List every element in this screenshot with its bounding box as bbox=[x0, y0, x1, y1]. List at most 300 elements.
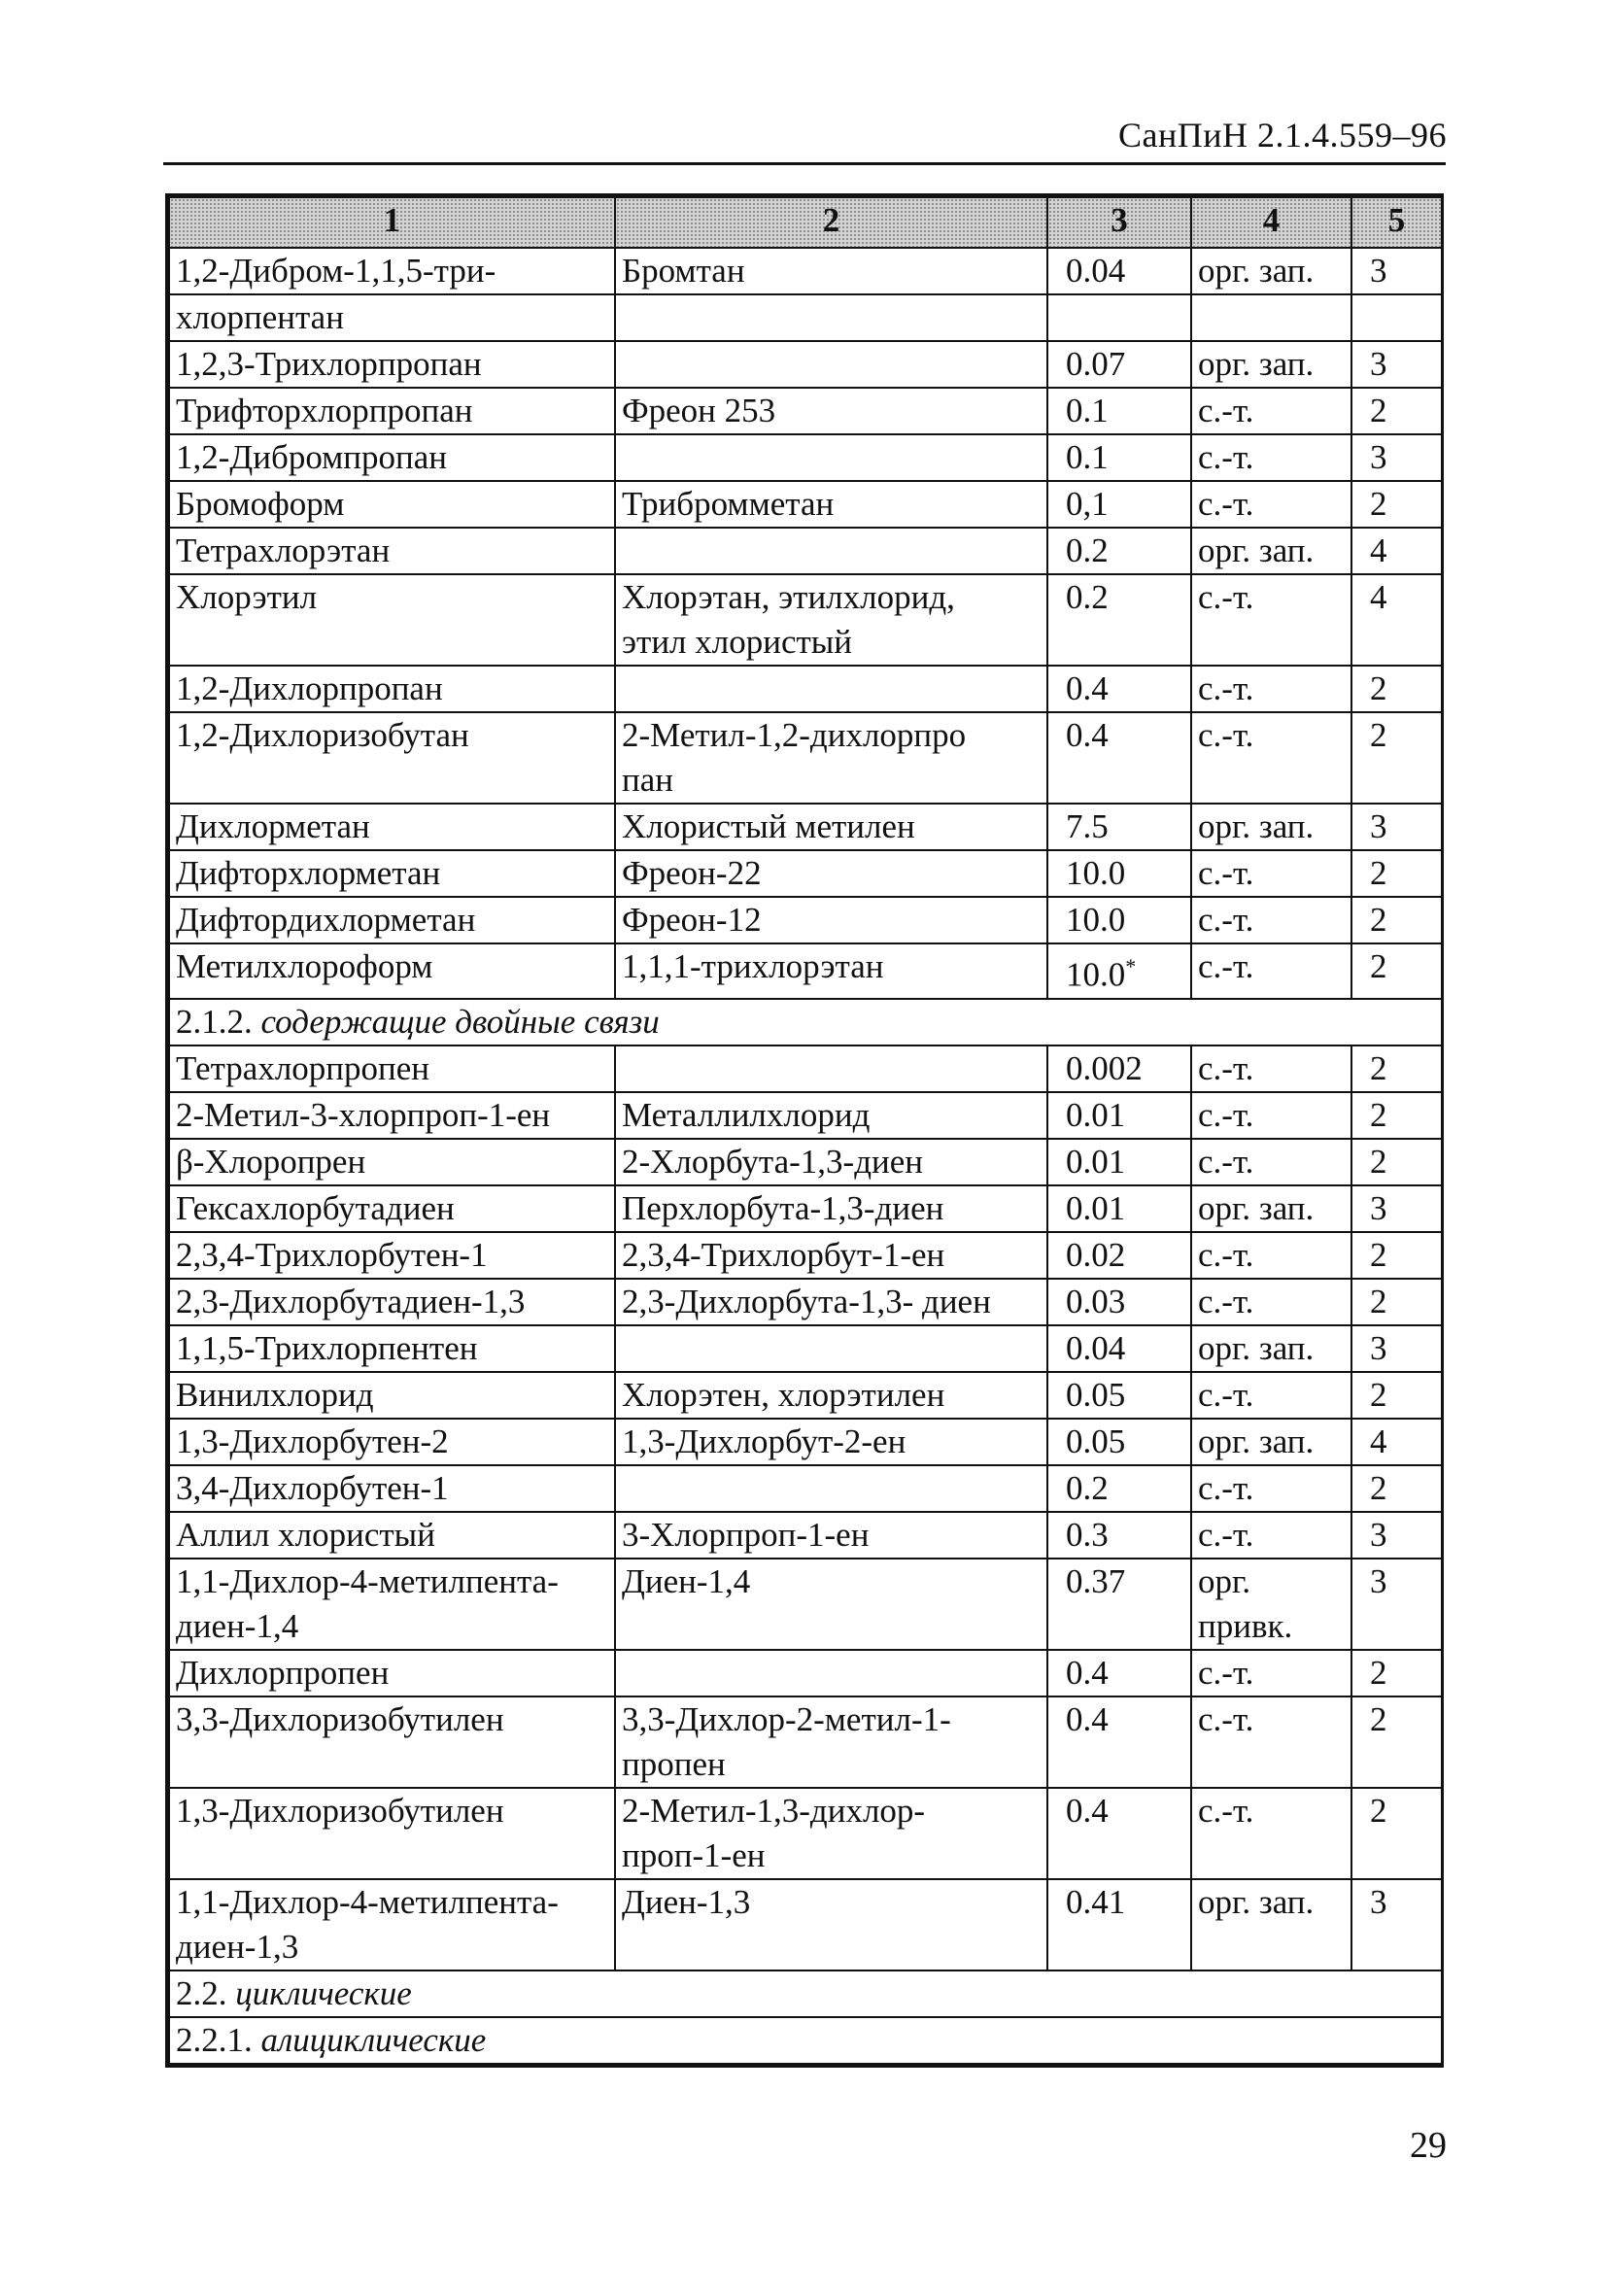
standard-value-cell bbox=[1047, 1465, 1191, 1512]
hazard-sign-cell bbox=[1191, 804, 1351, 850]
synonym: Фреон-22 bbox=[622, 854, 762, 892]
hazard-sign: орг. зап. bbox=[1198, 531, 1315, 569]
synonym-cell bbox=[615, 528, 1047, 574]
synonym-cell bbox=[615, 388, 1047, 434]
hazard-sign: с.-т. bbox=[1198, 438, 1254, 476]
hazard-class-cell bbox=[1351, 666, 1442, 712]
standard-value: 0.07 bbox=[1066, 345, 1126, 383]
standard-value-cell bbox=[1047, 1650, 1191, 1696]
hazard-class: 2 bbox=[1370, 392, 1387, 429]
hazard-class: 3 bbox=[1370, 345, 1387, 383]
substance-name: Гексахлорбутадиен bbox=[176, 1188, 455, 1227]
hazard-sign: с.-т. bbox=[1198, 1375, 1254, 1414]
substance-name-cell bbox=[169, 1559, 615, 1650]
hazard-sign-cell bbox=[1191, 1045, 1351, 1092]
hazard-class-cell bbox=[1351, 1650, 1442, 1696]
hazard-class-cell bbox=[1351, 712, 1442, 804]
synonym-cell bbox=[615, 248, 1047, 294]
table-row bbox=[169, 850, 1442, 897]
hazard-class: 3 bbox=[1370, 1882, 1387, 1921]
table-header bbox=[169, 197, 1442, 248]
hazard-class-cell bbox=[1351, 1559, 1442, 1650]
substance-name: 1,1-Дихлор-4-метилпента- bbox=[176, 1882, 559, 1921]
standard-value: 0.4 bbox=[1066, 669, 1109, 707]
synonym-cell bbox=[615, 1325, 1047, 1372]
hazard-sign-cell bbox=[1191, 1092, 1351, 1139]
standard-value: 0.05 bbox=[1066, 1422, 1126, 1460]
hazard-class: 2 bbox=[1370, 1048, 1387, 1087]
synonym-continued: этил хлористый bbox=[622, 623, 853, 661]
synonym-cell bbox=[615, 1185, 1047, 1232]
hazard-class-cell bbox=[1351, 388, 1442, 434]
substance-name-cell bbox=[169, 1788, 615, 1879]
hazard-class-cell bbox=[1351, 1185, 1442, 1232]
hazard-class: 2 bbox=[1370, 1282, 1387, 1320]
standard-value: 10.0 bbox=[1066, 854, 1126, 892]
synonym: 3,3-Дихлор-2-метил-1- bbox=[622, 1699, 951, 1738]
substance-name: 1,1-Дихлор-4-метилпента- bbox=[176, 1561, 559, 1600]
standard-value-cell bbox=[1047, 1419, 1191, 1465]
table-row bbox=[169, 1879, 1442, 1970]
hazard-class-cell bbox=[1351, 1696, 1442, 1788]
standard-value-cell bbox=[1047, 528, 1191, 574]
table-row bbox=[169, 1512, 1442, 1559]
substance-name-cell bbox=[169, 1185, 615, 1232]
hazard-class: 3 bbox=[1370, 1561, 1387, 1600]
standard-value: 0.05 bbox=[1066, 1375, 1126, 1414]
table-row bbox=[169, 481, 1442, 528]
hazard-class: 3 bbox=[1370, 438, 1387, 476]
table-row bbox=[169, 1185, 1442, 1232]
substance-name-cell bbox=[169, 1650, 615, 1696]
standard-value: 0.002 bbox=[1066, 1048, 1143, 1087]
synonym-cell bbox=[615, 1279, 1047, 1325]
hazard-sign-cell bbox=[1191, 574, 1351, 666]
standard-value: 0.03 bbox=[1066, 1282, 1126, 1320]
hazard-class: 3 bbox=[1370, 1515, 1387, 1554]
synonym: Диен-1,3 bbox=[622, 1882, 751, 1921]
table-row bbox=[169, 434, 1442, 481]
hazard-class: 2 bbox=[1370, 716, 1387, 754]
substance-name: 1,2-Дибром-1,1,5-три- bbox=[176, 252, 496, 290]
hazard-sign: с.-т. bbox=[1198, 1515, 1254, 1554]
standard-value: 0.2 bbox=[1066, 578, 1109, 616]
hazard-class: 2 bbox=[1370, 669, 1387, 707]
standard-value-cell bbox=[1047, 666, 1191, 712]
hazard-sign-cell bbox=[1191, 666, 1351, 712]
hazard-sign: с.-т. bbox=[1198, 1468, 1254, 1507]
hazard-sign-cell bbox=[1191, 1879, 1351, 1970]
section-number: 2.2. bbox=[176, 1973, 227, 2012]
hazard-sign: с.-т. bbox=[1198, 1699, 1254, 1738]
hazard-class: 2 bbox=[1370, 485, 1387, 523]
standard-value-cell bbox=[1047, 388, 1191, 434]
hazard-sign: с.-т. bbox=[1198, 578, 1254, 616]
synonym-cell bbox=[615, 294, 1047, 341]
hazard-class: 4 bbox=[1370, 1422, 1387, 1460]
substance-name: 1,3-Дихлорбутен-2 bbox=[176, 1422, 449, 1460]
section-heading bbox=[169, 1970, 1442, 2017]
table-row bbox=[169, 1559, 1442, 1650]
hazard-class-cell bbox=[1351, 1092, 1442, 1139]
hazard-sign-cell bbox=[1191, 1325, 1351, 1372]
hazard-class-cell bbox=[1351, 1419, 1442, 1465]
table-row bbox=[169, 528, 1442, 574]
substance-name-cell bbox=[169, 1092, 615, 1139]
substance-name-cell bbox=[169, 666, 615, 712]
hazard-class-cell bbox=[1351, 1139, 1442, 1185]
synonym: Металлилхлорид bbox=[622, 1095, 871, 1134]
substance-name: β-Хлоропрен bbox=[176, 1142, 366, 1181]
hazard-sign: орг. зап. bbox=[1198, 1328, 1315, 1367]
footnote-mark: * bbox=[1125, 954, 1137, 978]
synonym: 2,3-Дихлорбута-1,3- диен bbox=[622, 1282, 991, 1320]
substance-name-cell bbox=[169, 1139, 615, 1185]
hazard-class: 2 bbox=[1370, 1095, 1387, 1134]
standard-value: 0,1 bbox=[1066, 485, 1109, 523]
hazard-class-cell bbox=[1351, 1879, 1442, 1970]
section-title: содержащие двойные связи bbox=[260, 1002, 660, 1041]
hazard-class-cell bbox=[1351, 943, 1442, 999]
hazard-sign: орг. зап. bbox=[1198, 1882, 1315, 1921]
standard-value-cell bbox=[1047, 481, 1191, 528]
table-row bbox=[169, 1092, 1442, 1139]
standard-value: 0.04 bbox=[1066, 252, 1126, 290]
section-row bbox=[169, 2017, 1442, 2064]
hazard-sign: с.-т. bbox=[1198, 392, 1254, 429]
standard-value: 0.2 bbox=[1066, 1468, 1109, 1507]
hazard-class-cell bbox=[1351, 528, 1442, 574]
substance-name: 3,4-Дихлорбутен-1 bbox=[176, 1468, 449, 1507]
standard-value-cell bbox=[1047, 341, 1191, 388]
hazard-sign: орг. зап. bbox=[1198, 807, 1315, 845]
hazard-sign: с.-т. bbox=[1198, 1142, 1254, 1181]
table-row bbox=[169, 1279, 1442, 1325]
column-header: 4 bbox=[1191, 197, 1351, 248]
synonym: 1,3-Дихлорбут-2-ен bbox=[622, 1422, 906, 1460]
standard-value-cell bbox=[1047, 1232, 1191, 1279]
section-row bbox=[169, 999, 1442, 1045]
substance-name-cell bbox=[169, 1465, 615, 1512]
synonym-cell bbox=[615, 1650, 1047, 1696]
synonym-cell bbox=[615, 1465, 1047, 1512]
hazard-sign-cell bbox=[1191, 1696, 1351, 1788]
document-code: СанПиН 2.1.4.559–96 bbox=[1117, 116, 1447, 154]
hazard-class-cell bbox=[1351, 1512, 1442, 1559]
standard-value-cell bbox=[1047, 1696, 1191, 1788]
substance-name-cell bbox=[169, 388, 615, 434]
substance-name-cell bbox=[169, 294, 615, 341]
hazard-class: 2 bbox=[1370, 1791, 1387, 1830]
standard-value: 0.2 bbox=[1066, 531, 1109, 569]
synonym: Бромтан bbox=[622, 252, 745, 290]
hazard-class-cell bbox=[1351, 1372, 1442, 1419]
substance-name-cell bbox=[169, 804, 615, 850]
substance-name: Бромоформ bbox=[176, 485, 345, 523]
substance-name: 1,2-Дихлоризобутан bbox=[176, 716, 469, 754]
substance-name: 1,2-Дибромпропан bbox=[176, 438, 448, 476]
synonym: Фреон-12 bbox=[622, 901, 762, 939]
table-row bbox=[169, 574, 1442, 666]
table-row bbox=[169, 294, 1442, 341]
synonym-continued: проп-1-ен bbox=[622, 1835, 766, 1874]
column-header: 2 bbox=[615, 197, 1047, 248]
hazard-sign-cell bbox=[1191, 528, 1351, 574]
hazard-class-cell bbox=[1351, 481, 1442, 528]
substance-name: Винилхлорид bbox=[176, 1375, 374, 1414]
hazard-class: 3 bbox=[1370, 1188, 1387, 1227]
substance-name: Тетрахлорпропен bbox=[176, 1048, 430, 1087]
hazard-class-cell bbox=[1351, 897, 1442, 943]
table-row bbox=[169, 1232, 1442, 1279]
substance-name-cell bbox=[169, 1419, 615, 1465]
substance-name-continued: диен-1,3 bbox=[176, 1927, 299, 1966]
substance-name-cell bbox=[169, 1372, 615, 1419]
hazard-sign: орг. зап. bbox=[1198, 1188, 1315, 1227]
section-title: циклические bbox=[235, 1973, 412, 2012]
section-heading bbox=[169, 999, 1442, 1045]
standard-value-cell bbox=[1047, 897, 1191, 943]
substance-name-cell bbox=[169, 528, 615, 574]
table-row bbox=[169, 341, 1442, 388]
table-row bbox=[169, 712, 1442, 804]
hazard-sign-cell bbox=[1191, 943, 1351, 999]
hazard-class-cell bbox=[1351, 1045, 1442, 1092]
synonym-cell bbox=[615, 1696, 1047, 1788]
table-row bbox=[169, 804, 1442, 850]
synonym-cell bbox=[615, 434, 1047, 481]
hazard-sign-cell bbox=[1191, 1185, 1351, 1232]
substance-name-cell bbox=[169, 1512, 615, 1559]
synonym: Хлорэтан, этилхлорид, bbox=[622, 578, 955, 616]
hazard-class-cell bbox=[1351, 1279, 1442, 1325]
hazard-class: 3 bbox=[1370, 1328, 1387, 1367]
column-header: 5 bbox=[1351, 197, 1442, 248]
substance-name-cell bbox=[169, 1045, 615, 1092]
standard-value-cell bbox=[1047, 294, 1191, 341]
standard-value: 0.01 bbox=[1066, 1142, 1126, 1181]
substance-name-cell bbox=[169, 1279, 615, 1325]
column-header: 3 bbox=[1047, 197, 1191, 248]
table-row bbox=[169, 666, 1442, 712]
hazard-sign-cell bbox=[1191, 1139, 1351, 1185]
hazard-sign-cell bbox=[1191, 1512, 1351, 1559]
hazard-sign: с.-т. bbox=[1198, 1095, 1254, 1134]
substance-name: Тетрахлорэтан bbox=[176, 531, 391, 569]
hazard-class-cell bbox=[1351, 804, 1442, 850]
hazard-class: 3 bbox=[1370, 807, 1387, 845]
table-row bbox=[169, 388, 1442, 434]
synonym-cell bbox=[615, 1045, 1047, 1092]
hazard-sign: с.-т. bbox=[1198, 947, 1254, 985]
standard-value-cell bbox=[1047, 1092, 1191, 1139]
substance-name: Дифторхлорметан bbox=[176, 854, 441, 892]
synonym-cell bbox=[615, 943, 1047, 999]
synonym: Трибромметан bbox=[622, 485, 835, 523]
column-header: 1 bbox=[169, 197, 615, 248]
synonym-cell bbox=[615, 804, 1047, 850]
section-row bbox=[169, 1970, 1442, 2017]
substance-name-cell bbox=[169, 850, 615, 897]
substance-name: 1,3-Дихлоризобутилен bbox=[176, 1791, 504, 1830]
substance-name-cell bbox=[169, 897, 615, 943]
substance-name-cell bbox=[169, 574, 615, 666]
substance-name: 2,3,4-Трихлорбутен-1 bbox=[176, 1235, 488, 1274]
hazard-class-cell bbox=[1351, 1232, 1442, 1279]
hazard-sign-cell bbox=[1191, 481, 1351, 528]
standard-value: 10.0 bbox=[1066, 901, 1126, 939]
synonym-cell bbox=[615, 850, 1047, 897]
substance-name-cell bbox=[169, 434, 615, 481]
hazard-sign-cell bbox=[1191, 434, 1351, 481]
hazard-sign-cell bbox=[1191, 712, 1351, 804]
section-number: 2.2.1. bbox=[176, 2020, 253, 2059]
standard-value: 0.4 bbox=[1066, 716, 1109, 754]
standard-value-cell bbox=[1047, 1788, 1191, 1879]
hazard-class-cell bbox=[1351, 248, 1442, 294]
synonym-cell bbox=[615, 481, 1047, 528]
hazard-sign-cell bbox=[1191, 897, 1351, 943]
substance-name: 1,2-Дихлорпропан bbox=[176, 669, 443, 707]
hazard-class: 2 bbox=[1370, 1699, 1387, 1738]
substances-table bbox=[165, 193, 1444, 2068]
standard-value: 0.4 bbox=[1066, 1653, 1109, 1692]
synonym-cell bbox=[615, 1512, 1047, 1559]
hazard-sign-cell bbox=[1191, 1232, 1351, 1279]
standard-value-cell bbox=[1047, 1559, 1191, 1650]
hazard-class: 2 bbox=[1370, 1375, 1387, 1414]
page-number: 29 bbox=[1410, 2125, 1447, 2166]
synonym-cell bbox=[615, 1232, 1047, 1279]
standard-value: 0.3 bbox=[1066, 1515, 1109, 1554]
substance-name: Дифтордихлорметан bbox=[176, 901, 476, 939]
hazard-class: 4 bbox=[1370, 531, 1387, 569]
table-row bbox=[169, 943, 1442, 999]
synonym-cell bbox=[615, 712, 1047, 804]
hazard-sign-cell bbox=[1191, 1788, 1351, 1879]
hazard-class-cell bbox=[1351, 341, 1442, 388]
table-row bbox=[169, 1045, 1442, 1092]
hazard-sign-cell bbox=[1191, 1559, 1351, 1650]
synonym-cell bbox=[615, 341, 1047, 388]
substance-name: Дихлорпропен bbox=[176, 1653, 390, 1692]
table-row bbox=[169, 1139, 1442, 1185]
substance-name: хлорпентан bbox=[176, 298, 344, 336]
hazard-class: 2 bbox=[1370, 901, 1387, 939]
synonym-cell bbox=[615, 1372, 1047, 1419]
hazard-class-cell bbox=[1351, 850, 1442, 897]
synonym-cell bbox=[615, 666, 1047, 712]
table-body bbox=[169, 248, 1442, 2064]
substance-name: Дихлорметан bbox=[176, 807, 370, 845]
synonym: 3-Хлорпроп-1-ен bbox=[622, 1515, 870, 1554]
table-row bbox=[169, 1788, 1442, 1879]
hazard-sign: с.-т. bbox=[1198, 1791, 1254, 1830]
substance-name-cell bbox=[169, 1879, 615, 1970]
standard-value-cell bbox=[1047, 850, 1191, 897]
synonym-continued: пан bbox=[622, 761, 673, 799]
hazard-sign-cell bbox=[1191, 1650, 1351, 1696]
hazard-sign: с.-т. bbox=[1198, 1048, 1254, 1087]
standard-value-cell bbox=[1047, 1045, 1191, 1092]
standard-value: 10.0 bbox=[1066, 955, 1126, 994]
standard-value: 0.02 bbox=[1066, 1235, 1126, 1274]
standard-value-cell bbox=[1047, 712, 1191, 804]
standard-value: 0.41 bbox=[1066, 1882, 1126, 1921]
hazard-class: 2 bbox=[1370, 1653, 1387, 1692]
hazard-class-cell bbox=[1351, 1325, 1442, 1372]
standard-value: 0.4 bbox=[1066, 1791, 1109, 1830]
standard-value: 0.1 bbox=[1066, 392, 1109, 429]
hazard-class: 2 bbox=[1370, 1235, 1387, 1274]
synonym: Фреон 253 bbox=[622, 392, 776, 429]
standard-value: 0.1 bbox=[1066, 438, 1109, 476]
hazard-sign: с.-т. bbox=[1198, 901, 1254, 939]
hazard-class: 2 bbox=[1370, 854, 1387, 892]
table-row bbox=[169, 1465, 1442, 1512]
substance-name: 3,3-Дихлоризобутилен bbox=[176, 1699, 504, 1738]
hazard-class: 2 bbox=[1370, 1468, 1387, 1507]
synonym: 2,3,4-Трихлорбут-1-ен bbox=[622, 1235, 945, 1274]
substance-name: 2-Метил-3-хлорпроп-1-ен bbox=[176, 1095, 551, 1134]
synonym: 2-Хлорбута-1,3-диен bbox=[622, 1142, 923, 1181]
substance-name-cell bbox=[169, 481, 615, 528]
substance-name-cell bbox=[169, 712, 615, 804]
standard-value: 0.37 bbox=[1066, 1561, 1126, 1600]
standard-value: 7.5 bbox=[1066, 807, 1109, 845]
substance-name-cell bbox=[169, 341, 615, 388]
table-row bbox=[169, 1419, 1442, 1465]
section-heading bbox=[169, 2017, 1442, 2064]
synonym-cell bbox=[615, 1139, 1047, 1185]
substance-name-cell bbox=[169, 943, 615, 999]
hazard-class-cell bbox=[1351, 1788, 1442, 1879]
substance-name: 2,3-Дихлорбутадиен-1,3 bbox=[176, 1282, 526, 1320]
hazard-sign-cell bbox=[1191, 1465, 1351, 1512]
substance-name-cell bbox=[169, 1325, 615, 1372]
table-row bbox=[169, 1696, 1442, 1788]
hazard-sign-cell bbox=[1191, 388, 1351, 434]
hazard-sign: с.-т. bbox=[1198, 1282, 1254, 1320]
hazard-sign: с.-т. bbox=[1198, 485, 1254, 523]
hazard-class-cell bbox=[1351, 1465, 1442, 1512]
substance-name: 1,2,3-Трихлорпропан bbox=[176, 345, 482, 383]
hazard-sign-continued: привк. bbox=[1198, 1606, 1293, 1645]
substance-name-cell bbox=[169, 1232, 615, 1279]
substance-name: Хлорэтил bbox=[176, 578, 318, 616]
hazard-sign: с.-т. bbox=[1198, 854, 1254, 892]
synonym-cell bbox=[615, 1788, 1047, 1879]
hazard-sign: с.-т. bbox=[1198, 1235, 1254, 1274]
section-title: алициклические bbox=[260, 2020, 487, 2059]
hazard-sign-cell bbox=[1191, 341, 1351, 388]
hazard-sign: орг. зап. bbox=[1198, 1422, 1315, 1460]
synonym: 2-Метил-1,3-дихлор- bbox=[622, 1791, 926, 1830]
header-rule bbox=[163, 162, 1446, 165]
standard-value-cell bbox=[1047, 1879, 1191, 1970]
standard-value-cell bbox=[1047, 1372, 1191, 1419]
substance-name-continued: диен-1,4 bbox=[176, 1606, 299, 1645]
substance-name: Трифторхлорпропан bbox=[176, 392, 473, 429]
hazard-class-cell bbox=[1351, 294, 1442, 341]
hazard-class: 3 bbox=[1370, 252, 1387, 290]
synonym-cell bbox=[615, 1419, 1047, 1465]
standard-value-cell bbox=[1047, 943, 1191, 999]
hazard-class-cell bbox=[1351, 574, 1442, 666]
standard-value-cell bbox=[1047, 1325, 1191, 1372]
table-row bbox=[169, 248, 1442, 294]
synonym: 1,1,1-трихлорэтан bbox=[622, 947, 884, 985]
